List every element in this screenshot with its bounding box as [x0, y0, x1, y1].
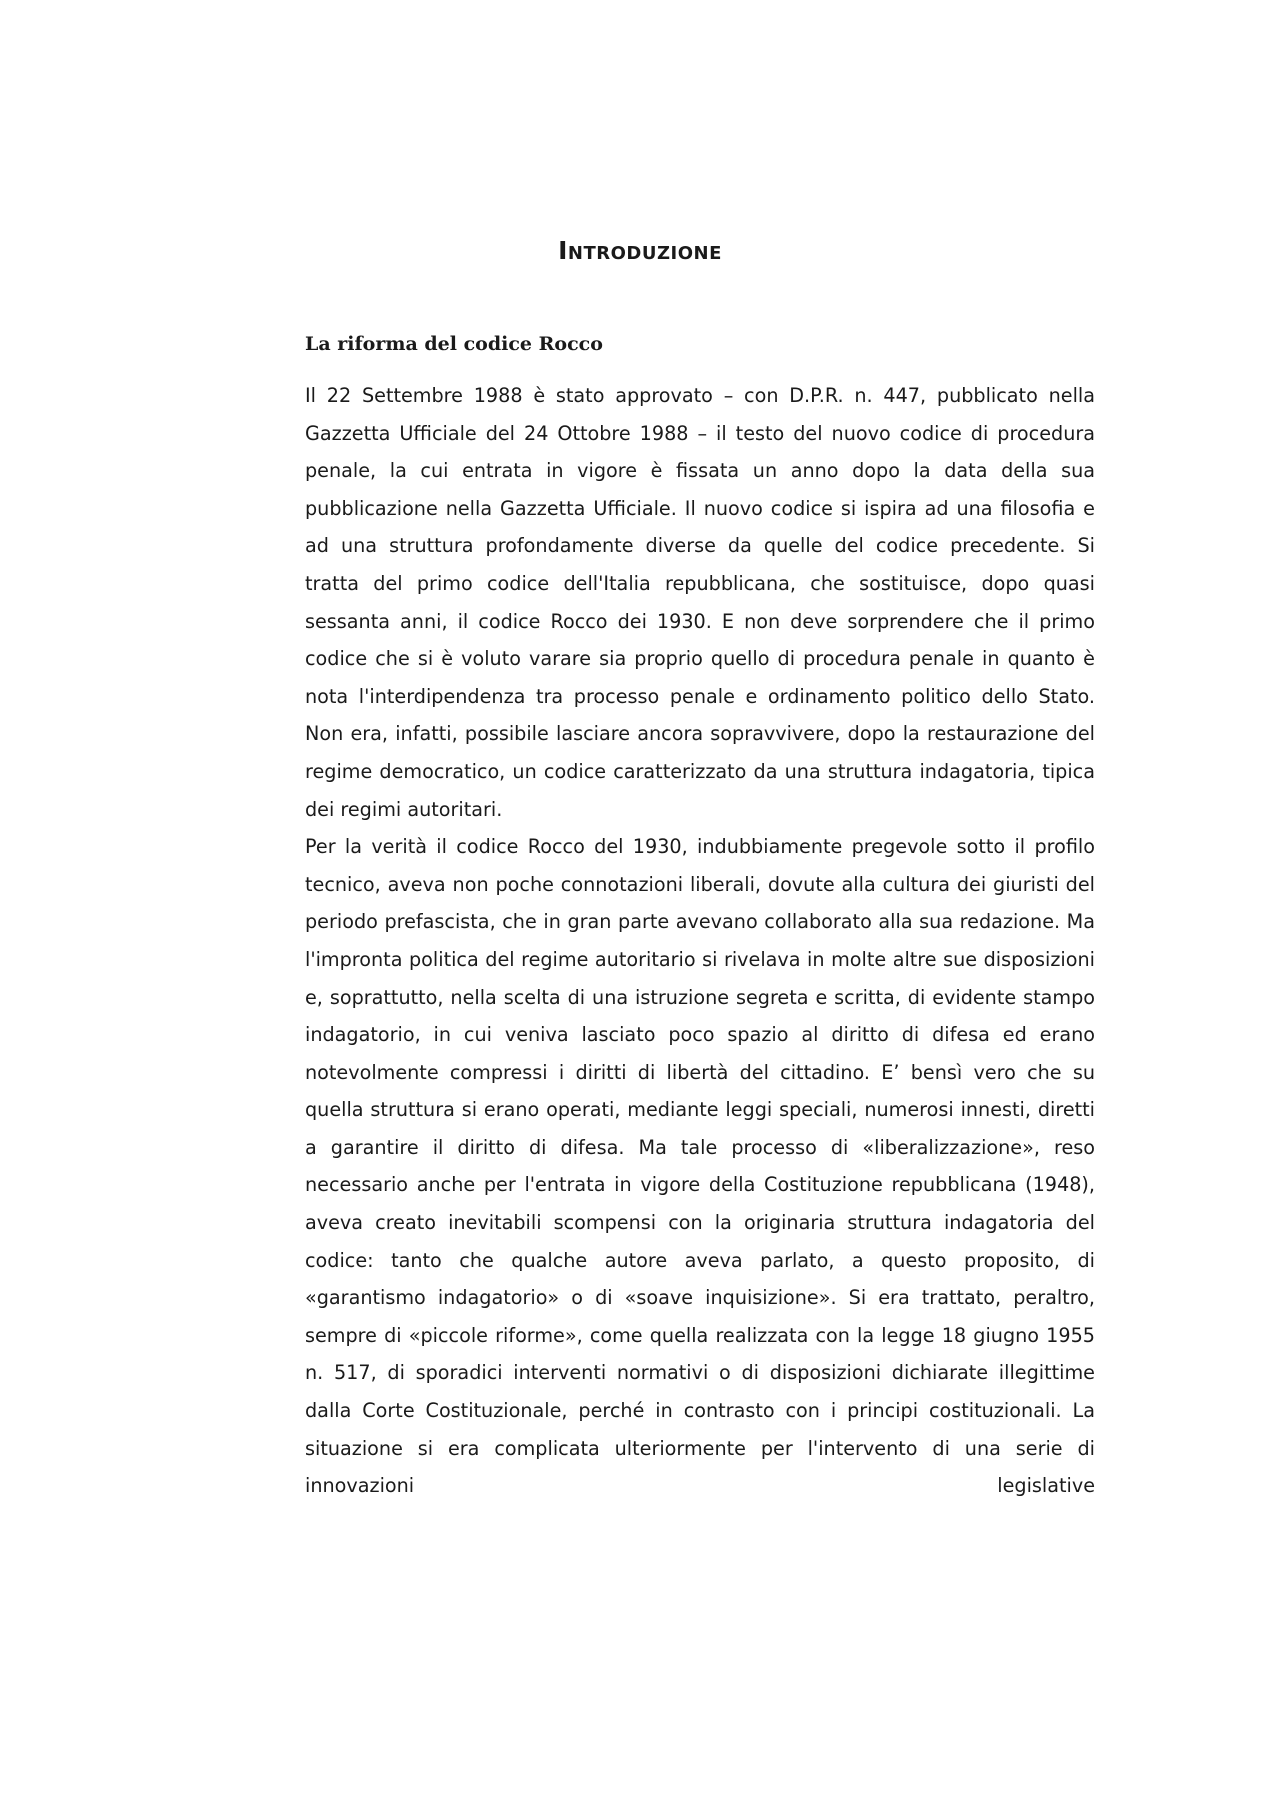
chapter-title: Introduzione — [558, 236, 722, 265]
section-heading: La riforma del codice Rocco — [305, 333, 603, 355]
body-text — [305, 377, 1095, 1505]
paragraph-1: Il 22 Settembre 1988 è stato approvato – con D.P.R. n. 447, pubblicato nella Gazzetta Ufficiale del 24 Ottobre 1988 – il testo del nuovo codice di procedura penale, la cui entrata in vigore è fissata un anno dopo la data della sua pubblicazione nella Gazzetta Ufficiale. Il nuovo codice si ispira ad una filosofia e ad una struttura profondamente diverse da quelle del codice precedente. Si tratta del primo codice dell'Italia repubblicana, che sostituisce, dopo quasi sessanta anni, il codice Rocco dei 1930. E non deve sorprendere che il primo codice che si è voluto varare sia proprio quello di procedura penale in quanto è nota l'interdipendenza tra processo penale e ordinamento politico dello Stato. Non era, infatti, possibile lasciare ancora sopravvivere, dopo la restaurazione del regime democratico, un codice caratterizzato da una struttura indagatoria, tipica dei regimi autoritari. — [305, 384, 1095, 821]
paragraph-2: Per la verità il codice Rocco del 1930, indubbiamente pregevole sotto il profilo tecnico, aveva non poche connotazioni liberali, dovute alla cultura dei giuristi del periodo prefascista, che in gran parte avevano collaborato alla sua redazione. Ma l'impronta politica del regime autoritario si rivelava in molte altre sue disposizioni e, soprattutto, nella scelta di una istruzione segreta e scritta, di evidente stampo indagatorio, in cui veniva lasciato poco spazio al diritto di difesa ed erano notevolmente compressi i diritti di libertà del cittadino. E’ bensì vero che su quella struttura si erano operati, mediante leggi speciali, numerosi innesti, diretti a garantire il diritto di difesa. Ma tale processo di «liberalizzazione», reso necessario anche per l'entrata in vigore della Costituzione repubblicana (1948), aveva creato inevitabili scompensi con la originaria struttura indagatoria del codice: tanto che qualche autore aveva parlato, a questo proposito, di «garantismo indagatorio» o di «soave inquisizione». Si era trattato, peraltro, sempre di «piccole riforme», come quella realizzata con la legge 18 giugno 1955 n. 517, di sporadici interventi normativi o di disposizioni dichiarate illegittime dalla Corte Costituzionale, perché in contrasto con i principi costituzionali. La situazione si era complicata ulteriormente per l'intervento di una serie di innovazioni legislative — [305, 835, 1095, 1498]
